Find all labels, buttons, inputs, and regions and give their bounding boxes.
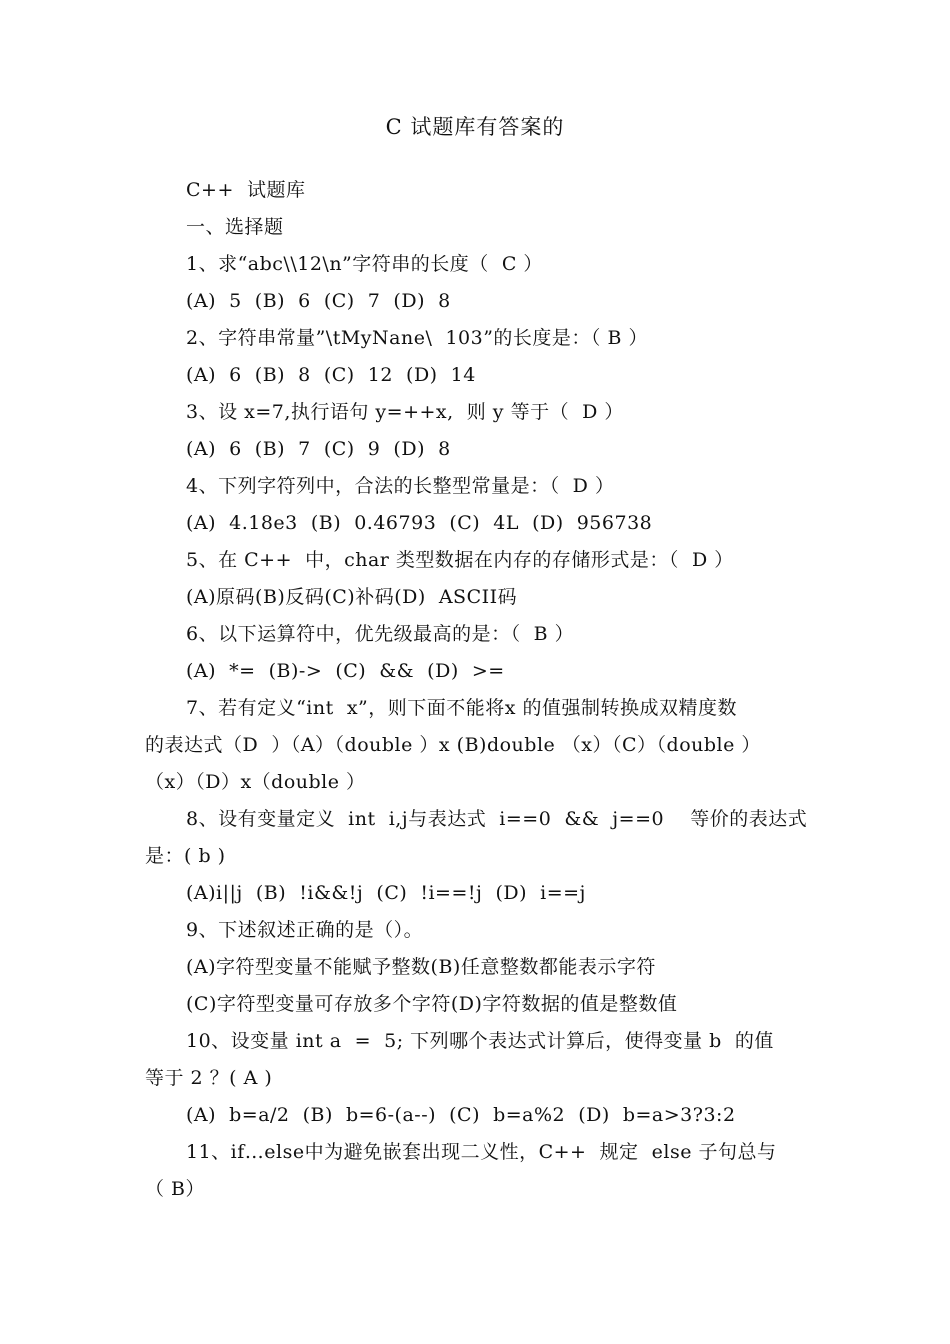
question-options: (A) 5 (B) 6 (C) 7 (D) 8	[186, 290, 451, 312]
question-options: (A) 6 (B) 7 (C) 9 (D) 8	[186, 438, 451, 460]
question-text: 2、字符串常量”\tMyNane\ 103”的长度是：（ B ）	[186, 327, 648, 349]
question-options: (A)字符型变量不能赋予整数(B)任意整数都能表示字符	[186, 956, 656, 978]
section-heading: 一、选择题	[186, 216, 284, 238]
question-text: 6、以下运算符中，优先级最高的是：（ B ）	[186, 623, 575, 645]
question-options: (A) 4.18e3 (B) 0.46793 (C) 4L (D) 956738	[186, 512, 653, 534]
question-options: (A)原码(B)反码(C)补码(D) ASCII码	[186, 586, 518, 608]
question-options: (C)字符型变量可存放多个字符(D)字符数据的值是整数值	[186, 993, 678, 1015]
question-text-continued: （ B）	[145, 1178, 206, 1200]
question-text-continued: （x）（D）x（double ）	[145, 771, 366, 793]
question-text: 9、下述叙述正确的是（）。	[186, 919, 424, 941]
section-heading: C++ 试题库	[186, 179, 306, 201]
question-text: 4、下列字符列中，合法的长整型常量是：（ D ）	[186, 475, 615, 497]
question-options: (A) 6 (B) 8 (C) 12 (D) 14	[186, 364, 476, 386]
question-text: 5、在 C++ 中，char 类型数据在内存的存储形式是：（ D ）	[186, 549, 734, 571]
question-text: 8、设有变量定义 int i,j与表达式 i==0 && j==0 等价的表达式	[186, 808, 808, 830]
question-text: 7、若有定义“int x”，则下面不能将x 的值强制转换成双精度数	[186, 697, 738, 719]
question-text: 1、求“abc\\12\n”字符串的长度（ C ）	[186, 253, 543, 275]
question-text-continued: 是：( b )	[145, 845, 226, 867]
question-options: (A) *= (B)-> (C) && (D) >=	[186, 660, 505, 682]
question-text: 11、if…else中为避免嵌套出现二义性，C++ 规定 else 子句总与	[186, 1141, 777, 1163]
question-text: 3、设 x=7,执行语句 y=++x, 则 y 等于（ D ）	[186, 401, 624, 423]
question-options: (A)i||j (B) !i&&!j (C) !i==!j (D) i==j	[186, 882, 586, 904]
question-text: 10、设变量 int a = 5; 下列哪个表达式计算后，使得变量 b 的值	[186, 1030, 774, 1052]
question-options: (A) b=a/2 (B) b=6-(a--) (C) b=a%2 (D) b=a>3?3:2	[186, 1104, 736, 1126]
question-text-continued: 的表达式（D ）（A）（double ）x (B)double （x）（C）（double ）	[145, 734, 761, 756]
question-text-continued: 等于 2 ？( A )	[145, 1067, 273, 1089]
document-title: C 试题库有答案的	[385, 115, 565, 139]
